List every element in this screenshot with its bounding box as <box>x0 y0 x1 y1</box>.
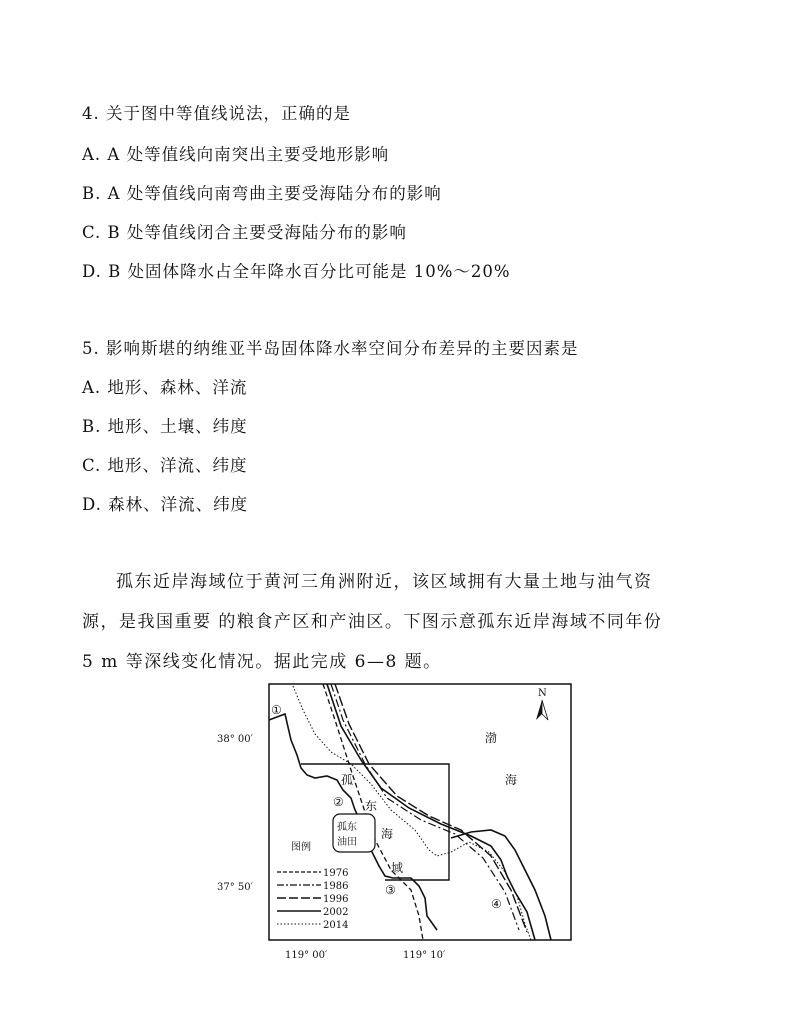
oilfield-label-2: 油田 <box>337 837 357 848</box>
north-arrow-icon <box>536 700 542 720</box>
marker-4: ④ <box>491 897 502 911</box>
passage <box>82 562 722 682</box>
question-5-option-a: A. 地形、森林、洋流 <box>82 378 248 397</box>
area-label-2: 东 <box>365 799 378 813</box>
passage-line-3: 5 m 等深线变化情况。据此完成 6—8 题。 <box>82 652 442 672</box>
question-5-option-c: C. 地形、洋流、纬度 <box>82 456 248 475</box>
marker-2: ② <box>333 795 344 809</box>
area-label-3: 海 <box>381 827 394 841</box>
passage-line-1: 孤东近岸海域位于黄河三角洲附近，该区域拥有大量土地与油气资 <box>116 572 653 592</box>
legend-label-1996: 1996 <box>323 894 349 905</box>
map-frame <box>269 684 571 940</box>
contour-1986 <box>331 684 519 930</box>
sea-label-1: 渤 <box>485 731 498 745</box>
lon-label-11900: 119° 00′ <box>285 950 328 961</box>
question-5-option-d: D. 森林、洋流、纬度 <box>82 495 249 514</box>
legend-label-1976: 1976 <box>323 868 349 879</box>
lat-label-3750: 37° 50′ <box>217 882 253 893</box>
legend-label-2014: 2014 <box>323 920 349 931</box>
oilfield-label-1: 孤东 <box>337 822 357 833</box>
legend-label-1986: 1986 <box>323 881 349 892</box>
question-5-stem: 5. 影响斯堪的纳维亚半岛固体降水率空间分布差异的主要因素是 <box>82 339 579 358</box>
sea-label-2: 海 <box>505 773 518 787</box>
depth-contour-map <box>215 680 580 970</box>
lon-label-11910: 119° 10′ <box>403 950 446 961</box>
question-4-option-d: D. B 处固体降水占全年降水百分比可能是 10%～20% <box>82 262 511 281</box>
area-label-4: 域 <box>391 861 404 875</box>
marker-3: ③ <box>385 883 396 897</box>
contour-2002 <box>327 684 535 940</box>
question-4-option-b: B. A 处等值线向南弯曲主要受海陆分布的影响 <box>82 184 442 203</box>
north-label: N <box>538 688 547 699</box>
legend-label-2002: 2002 <box>323 907 349 918</box>
marker-1: ① <box>271 703 282 717</box>
area-label-1: 孤 <box>341 773 354 787</box>
lat-label-38: 38° 00′ <box>217 734 253 745</box>
legend-title: 图例 <box>291 842 311 853</box>
passage-line-2: 源，是我国重要 的粮食产区和产油区。下图示意孤东近岸海域不同年份 <box>82 612 663 632</box>
question-4-option-c: C. B 处等值线闭合主要受海陆分布的影响 <box>82 223 407 242</box>
question-4-option-a: A. A 处等值线向南突出主要受地形影响 <box>82 145 390 164</box>
question-5-option-b: B. 地形、土壤、纬度 <box>82 417 248 436</box>
question-4-stem: 4. 关于图中等值线说法，正确的是 <box>82 104 351 123</box>
